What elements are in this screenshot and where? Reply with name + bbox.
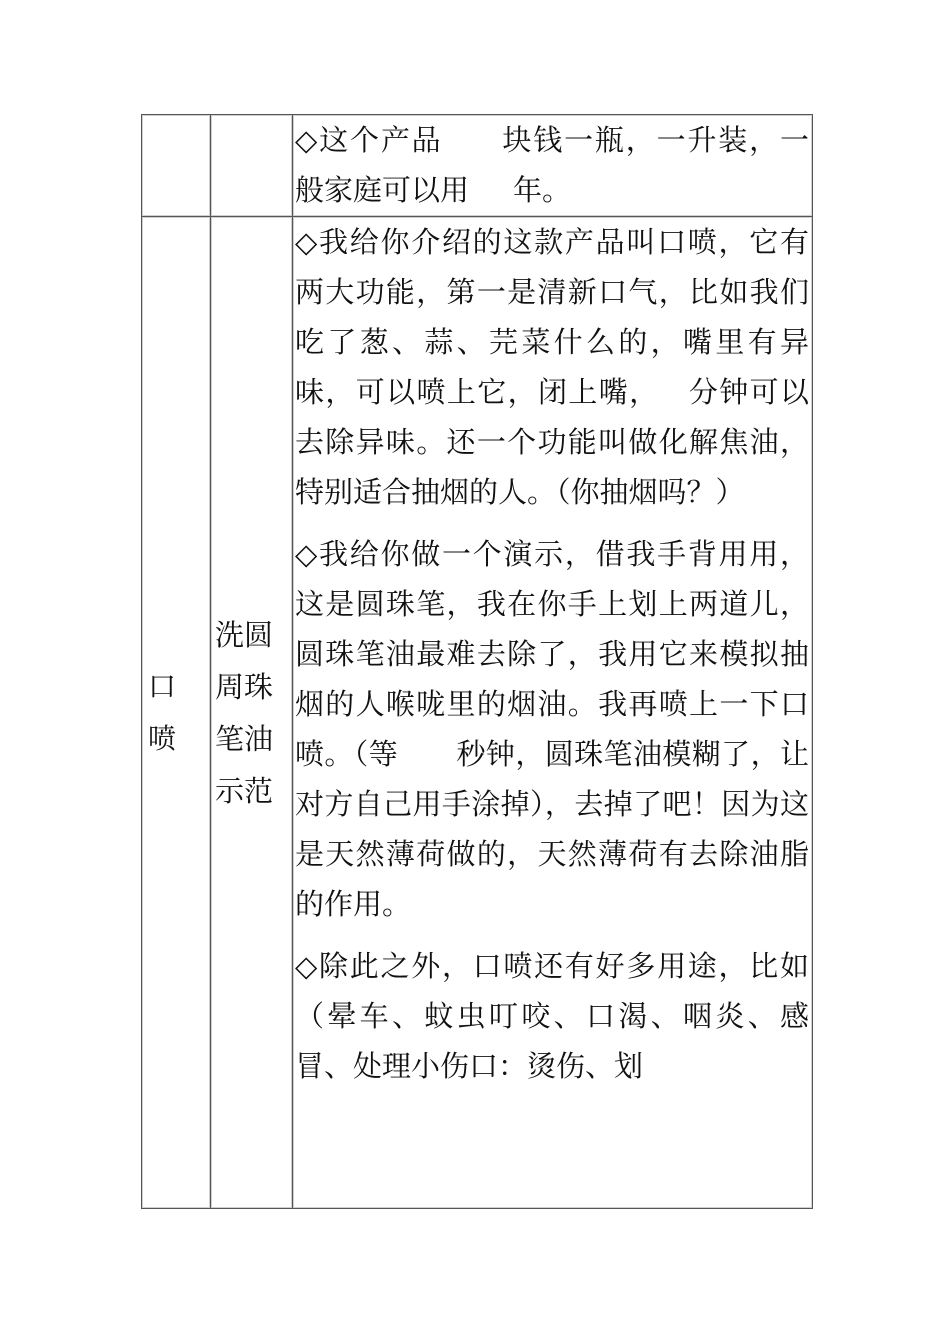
category-label: 口喷 bbox=[148, 669, 177, 755]
table-row bbox=[142, 115, 813, 217]
category-cell bbox=[142, 115, 211, 217]
category-cell bbox=[142, 217, 211, 1209]
paragraph: ◇我给你做一个演示，借我手背用用，这是圆珠笔，我在你手上划上两道儿，圆珠笔油最难去除了，我用它来模拟抽烟的人喉咙里的烟油。我再喷上一下口喷。（等 秒钟，圆珠笔油模糊了，让对方自己用手涂掉），去掉了吧！因为这是天然薄荷做的，天然薄荷有去除油脂的作用。 bbox=[295, 537, 809, 921]
paragraph: ◇这个产品 块钱一瓶，一升装，一般家庭可以用 年。 bbox=[295, 123, 809, 207]
script-table bbox=[141, 114, 813, 1209]
demo-cell bbox=[211, 115, 293, 217]
content-text bbox=[293, 217, 812, 1091]
table-row bbox=[142, 217, 813, 1209]
content-cell bbox=[293, 217, 813, 1209]
demo-cell bbox=[211, 217, 293, 1209]
demo-label: 洗圆周珠笔油示范 bbox=[215, 617, 274, 808]
paragraph: ◇除此之外，口喷还有好多用途，比如（晕车、蚊虫叮咬、口渴、咽炎、感冒、处理小伤口：烫伤、划 bbox=[295, 949, 809, 1083]
content-text bbox=[293, 115, 812, 215]
paragraph: ◇我给你介绍的这款产品叫口喷，它有两大功能，第一是清新口气，比如我们吃了葱、蒜、芫菜什么的，嘴里有异味，可以喷上它，闭上嘴， 分钟可以去除异味。还一个功能叫做化解焦油，特别适合抽烟的人。（你抽烟吗？） bbox=[295, 225, 809, 509]
content-cell bbox=[293, 115, 813, 217]
